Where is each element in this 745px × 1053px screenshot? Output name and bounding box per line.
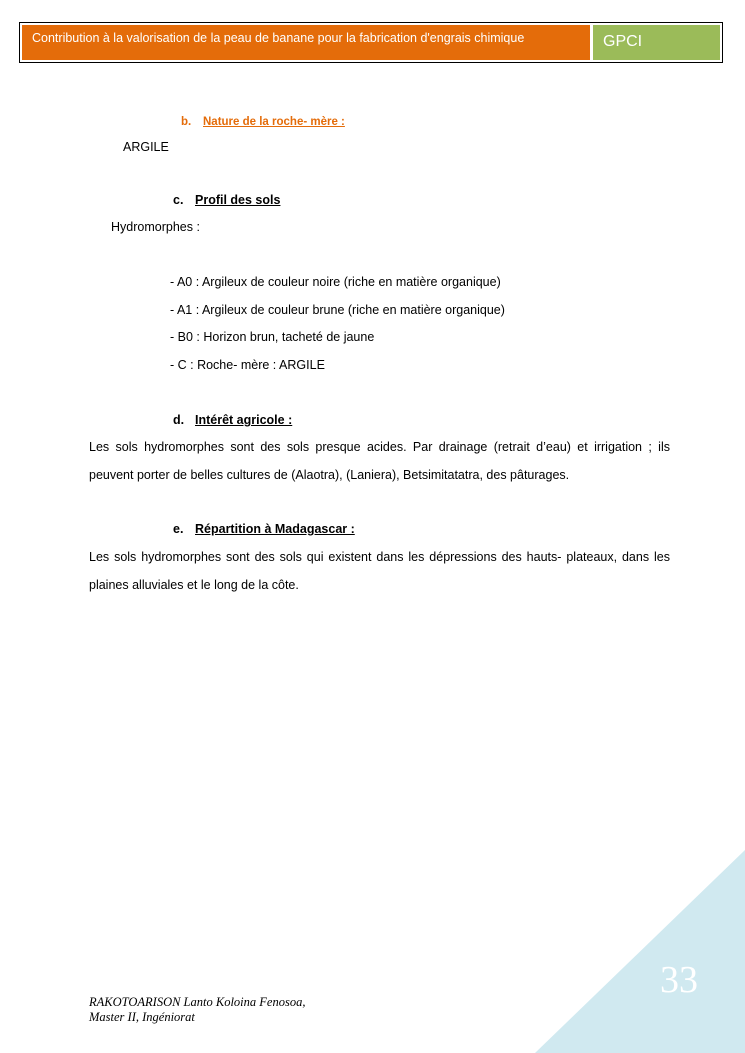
footer bbox=[89, 995, 305, 1025]
heading-b-number: b. bbox=[181, 116, 192, 128]
heading-b bbox=[181, 116, 345, 128]
header-code: GPCI bbox=[593, 25, 720, 60]
corner-decoration bbox=[535, 850, 745, 1053]
profile-item-a1: - A1 : Argileux de couleur brune (riche en matière organique) bbox=[170, 303, 505, 317]
section-b-body: ARGILE bbox=[123, 140, 169, 154]
heading-c bbox=[173, 193, 280, 207]
profile-item-a0: - A0 : Argileux de couleur noire (riche en matière organique) bbox=[170, 275, 501, 289]
heading-c-title: Profil des sols bbox=[195, 193, 281, 207]
footer-degree: Master II, Ingéniorat bbox=[89, 1010, 195, 1024]
section-e-body: Les sols hydromorphes sont des sols qui existent dans les dépressions des hauts- plateaux, dans les plaines alluviales et le long de la côte. bbox=[89, 550, 670, 592]
profile-item-c: - C : Roche- mère : ARGILE bbox=[170, 358, 325, 372]
page-number: 33 bbox=[660, 959, 698, 1001]
heading-c-number: c. bbox=[173, 193, 184, 207]
section-c-body: Hydromorphes : bbox=[111, 220, 200, 234]
heading-b-title: Nature de la roche- mère : bbox=[203, 116, 345, 128]
heading-e-number: e. bbox=[173, 522, 184, 536]
heading-e-title: Répartition à Madagascar : bbox=[195, 522, 355, 536]
footer-author: RAKOTOARISON Lanto Koloina Fenosoa, bbox=[89, 995, 306, 1009]
heading-d-title: Intérêt agricole : bbox=[195, 413, 293, 427]
heading-d-number: d. bbox=[173, 413, 185, 427]
section-d-body: Les sols hydromorphes sont des sols presque acides. Par drainage (retrait d’eau) et irrigation ; ils peuvent porter de belles cultures de (Alaotra), (Laniera), Betsimitatatra, des pâturages. bbox=[89, 440, 670, 482]
profile-item-b0: - B0 : Horizon brun, tacheté de jaune bbox=[170, 330, 375, 344]
header-bar bbox=[19, 22, 723, 63]
header-title: Contribution à la valorisation de la peau de banane pour la fabrication d'engrais chimique bbox=[22, 25, 590, 60]
heading-d bbox=[173, 413, 292, 427]
heading-e bbox=[173, 522, 355, 536]
